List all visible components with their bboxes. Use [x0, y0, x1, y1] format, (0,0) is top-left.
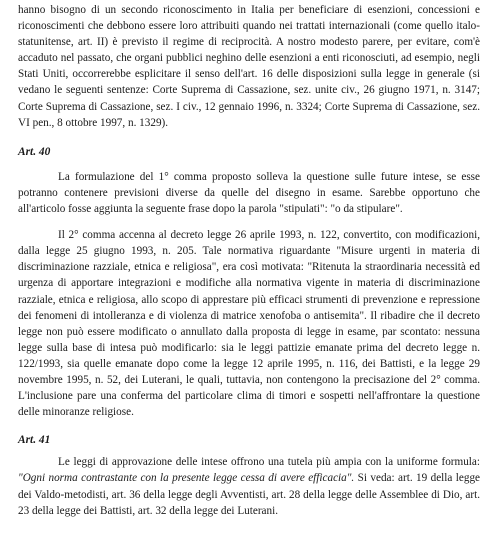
paragraph-art-40-first: La formulazione del 1° comma proposto solleva la questione sulle future intese, se esse potranno contenere previsioni diverse da quelle del disegno in esame. Sarebbe opportuno che all'articolo fosse aggiunta la seguente frase dopo la parola "stipulati": "o da stipulare". [18, 170, 480, 216]
spacer [18, 160, 480, 169]
document-page [18, 2, 480, 519]
paragraph-art-41 [18, 454, 480, 518]
art-41-lead: Le leggi di approvazione delle intese offrono una tutela più ampia con la uniforme formula: [58, 456, 480, 469]
spacer [18, 420, 480, 432]
paragraph-art-40-second: Il 2° comma accenna al decreto legge 26 aprile 1993, n. 122, convertito, con modificazioni, dalla legge 25 giugno 1993, n. 205. Tale normativa riguardante "Misure urgenti in materia di discriminazione razziale, etnica e religiosa", era così motivata: "Ritenuta la straordinaria necessità ed urgenza di apportare integrazioni e modifiche alla normativa vigente in materia di discriminazione razziale, etnica e religiosa, allo scopo di apprestare più efficaci strumenti di prevenzione e repressione dei fenomeni di intolleranza e di violenza di matrice xenofoba o antisemita". Il ribadire che il decreto legge non può essere modificato o annullato dalla proposta di legge in esame, par scontato: nessuna legge sulla base di intesa può modificarlo: sia le leggi pattizie emanate prima del decreto legge n. 122/1993, sia quelle emanate dopo come la legge 12 aprile 1995, n. 116, dei Battisti, e la legge 29 novembre 1995, n. 52, dei Luterani, le quali, tuttavia, non contengono la precisazione del 2° comma. L'inclusione pare una conferma del particolare clima di timori e sospetti nell'affrontare la questione delle minoranze religiose. [18, 229, 480, 419]
art-41-references: Si veda: art. 19 della legge dei Valdo-metodisti, art. 36 della legge degli Avventisti, art. 28 della legge delle Assemblee di Dio, art. 23 della legge dei Battisti, art. 32 della legge dei Luterani. [18, 472, 481, 517]
art-41-quote: "Ogni norma contrastante con la presente legge cessa di avere efficacia". [18, 472, 355, 485]
spacer [18, 217, 480, 227]
heading-art-41: Art. 41 [18, 434, 51, 447]
heading-art-40: Art. 40 [18, 145, 51, 158]
spacer [18, 131, 480, 144]
paragraph-continued: hanno bisogno di un secondo riconoscimento in Italia per beneficiare di esenzioni, concessioni e riconoscimenti che debbono essere loro attribuiti quando nei trattati internazionali (come quello italo-statunitense, art. II) è previsto il regime di reciprocità. A nostro modesto parere, per evitare, com'è accaduto nel passato, che organi pubblici neghino delle esenzioni a enti riconosciuti, ad esempio, negli Stati Uniti, occorrerebbe esplicitare il senso dell'art. 16 delle disposizioni sulla legge in generale (si vedano le seguenti sentenze: Corte Suprema di Cassazione, sez. unite civ., 26 giugno 1971, n. 3147; Corte Suprema di Cassazione, sez. I civ., 12 gennaio 1996, n. 3324; Corte Suprema di Cassazione, sez. VI pen., 8 ottobre 1997, n. 1329). [18, 4, 480, 129]
